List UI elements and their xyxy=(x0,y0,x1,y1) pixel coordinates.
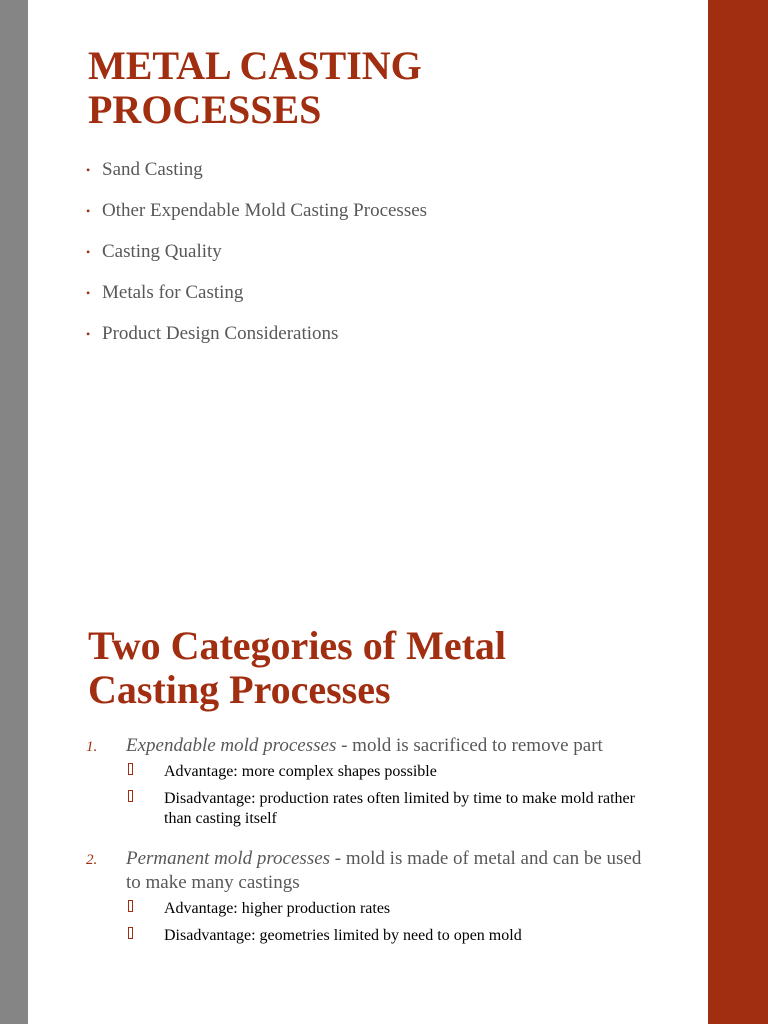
title-line-2: PROCESSES xyxy=(88,87,322,132)
sub-item-text: Disadvantage: production rates often limited by time to make mold rather than casting itself xyxy=(164,790,635,827)
left-gray-bar xyxy=(0,0,28,1024)
bullet-text: Casting Quality xyxy=(102,241,222,262)
sub-item xyxy=(126,926,646,946)
bullet-text: Other Expendable Mold Casting Processes xyxy=(102,200,428,221)
bullet-dot-icon: • xyxy=(86,163,91,177)
bullet-text: Product Design Considerations xyxy=(102,323,339,344)
category-description: - mold is sacrificed to remove part xyxy=(336,735,603,756)
bullet-item xyxy=(86,199,427,240)
square-bullet-icon xyxy=(128,763,133,775)
category-number: 1. xyxy=(86,739,98,755)
square-bullet-icon xyxy=(128,927,133,939)
title-line-1: METAL CASTING xyxy=(88,43,422,88)
square-bullet-icon xyxy=(128,790,133,802)
slide-metal-casting-processes xyxy=(28,0,708,512)
sub-item xyxy=(126,899,646,919)
sub-item xyxy=(126,789,646,829)
bullet-item xyxy=(86,281,427,322)
bullet-dot-icon: • xyxy=(86,327,91,341)
sub-item xyxy=(126,762,646,782)
category-item-permanent xyxy=(86,847,646,946)
bullet-text: Sand Casting xyxy=(102,159,203,180)
topic-bullet-list xyxy=(86,158,427,363)
square-bullet-icon xyxy=(128,900,133,912)
title-line-1: Two Categories of Metal xyxy=(88,623,507,668)
slide-title xyxy=(88,44,688,132)
category-sub-list xyxy=(126,899,646,946)
category-lead: Expendable mold processes xyxy=(126,735,337,756)
category-description: - mold is made of metal and can be used to make many castings xyxy=(126,848,642,893)
sub-item-text: Disadvantage: geometries limited by need to open mold xyxy=(164,927,522,944)
bullet-item xyxy=(86,322,427,363)
bullet-text: Metals for Casting xyxy=(102,282,244,303)
bullet-item xyxy=(86,240,427,281)
bullet-dot-icon: • xyxy=(86,286,91,300)
category-sub-list xyxy=(126,762,646,829)
bullet-dot-icon: • xyxy=(86,204,91,218)
sub-item-text: Advantage: more complex shapes possible xyxy=(164,763,437,780)
category-item-expendable xyxy=(86,734,646,829)
category-list xyxy=(86,734,646,953)
slide-two-categories xyxy=(28,512,708,1024)
right-accent-bar xyxy=(708,0,768,1024)
category-number: 2. xyxy=(86,852,98,868)
slide-title xyxy=(88,624,688,712)
title-line-2: Casting Processes xyxy=(88,667,391,712)
sub-item-text: Advantage: higher production rates xyxy=(164,900,391,917)
category-lead: Permanent mold processes xyxy=(126,848,331,869)
bullet-dot-icon: • xyxy=(86,245,91,259)
bullet-item xyxy=(86,158,427,199)
